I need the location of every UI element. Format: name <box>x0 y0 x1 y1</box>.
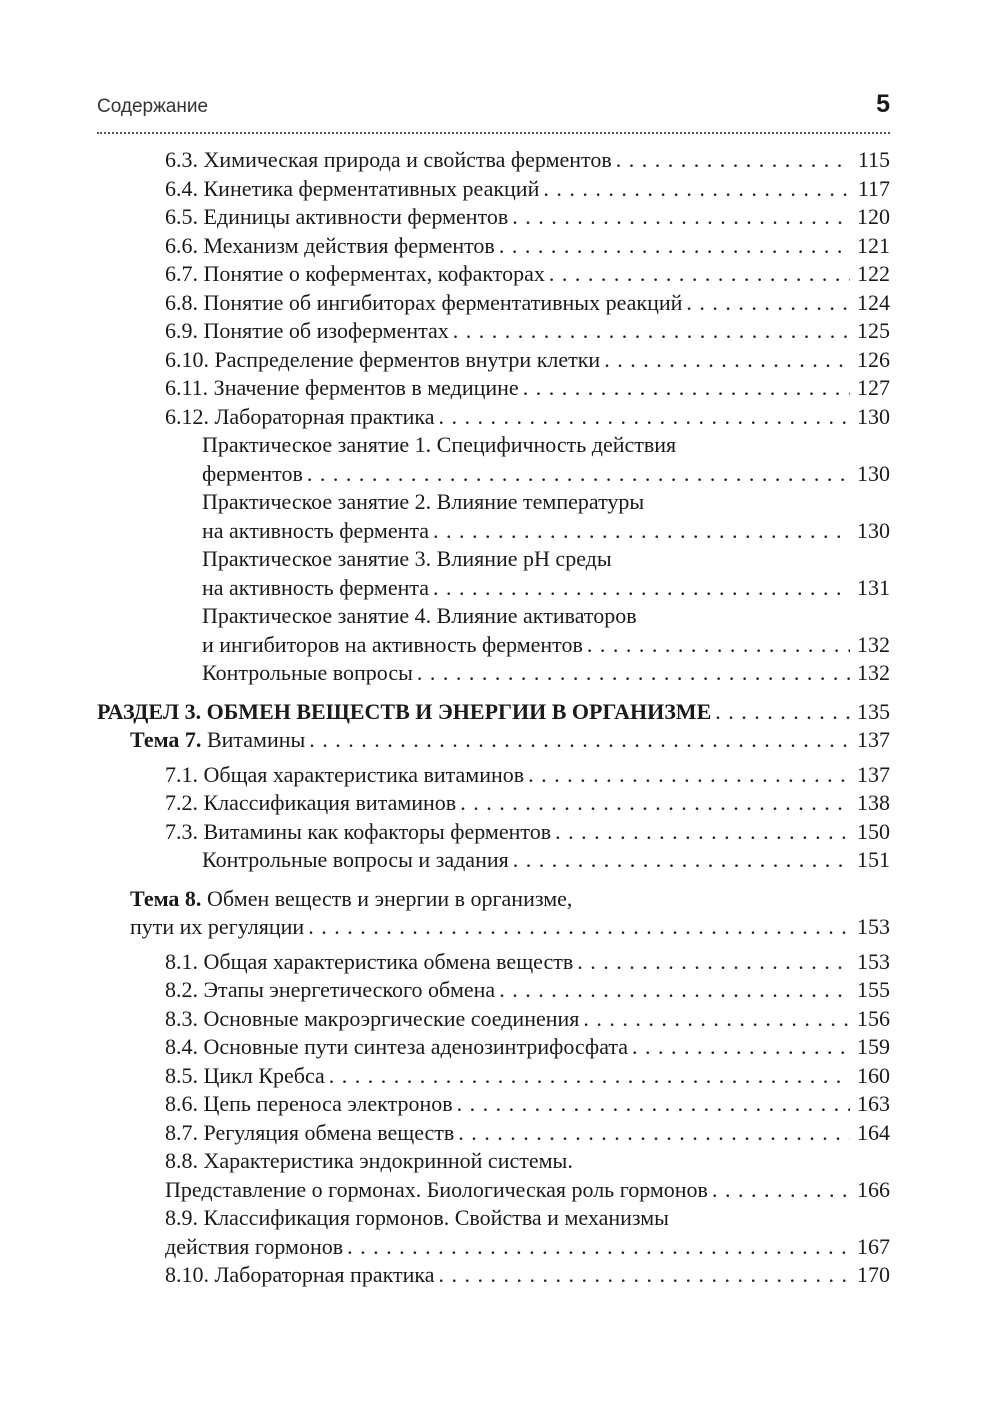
toc-entry[interactable]: Контрольные вопросы и задания . . . 151 <box>97 846 890 875</box>
toc-entry[interactable]: 6.4. Кинетика ферментативных реакций . . . 117 <box>97 175 890 204</box>
toc-entry-line[interactable]: Практическое занятие 3. Влияние pH среды <box>202 546 612 571</box>
toc-entry-line[interactable]: Практическое занятие 4. Влияние активаторов <box>202 603 637 628</box>
toc-entry[interactable]: 7.1. Общая характеристика витаминов . . . 137 <box>97 761 890 790</box>
toc-entry[interactable]: 8.3. Основные макроэргические соединения . . . 156 <box>97 1005 890 1034</box>
toc-entry[interactable]: 6.11. Значение ферментов в медицине . . . 127 <box>97 374 890 403</box>
toc-entry-line[interactable]: Практическое занятие 1. Специфичность действия <box>202 432 677 457</box>
toc-entry[interactable]: 8.4. Основные пути синтеза аденозинтрифосфата . . . 159 <box>97 1033 890 1062</box>
toc-entry[interactable]: Контрольные вопросы . . . 132 <box>97 659 890 688</box>
page-header <box>97 92 890 134</box>
toc-entry-line[interactable]: Практическое занятие 2. Влияние температуры <box>202 489 645 514</box>
toc-entry-line[interactable]: 8.8. Характеристика эндокринной системы. <box>165 1148 573 1173</box>
toc-entry[interactable]: 8.6. Цепь переноса электронов . . . 163 <box>97 1090 890 1119</box>
toc-entry[interactable]: 6.12. Лабораторная практика . . . 130 <box>97 403 890 432</box>
toc-topic-line[interactable]: Тема 8. Обмен веществ и энергии в организме, <box>130 885 573 911</box>
toc-entry[interactable]: действия гормонов . . . 167 <box>97 1233 890 1262</box>
toc-entry[interactable]: Представление о гормонах. Биологическая роль гормонов . . . 166 <box>97 1176 890 1205</box>
toc-entry[interactable]: 7.2. Классификация витаминов . . . 138 <box>97 789 890 818</box>
toc-entry[interactable]: 7.3. Витамины как кофакторы ферментов . . . 150 <box>97 818 890 847</box>
toc-entry-line[interactable]: 8.9. Классификация гормонов. Свойства и механизмы <box>165 1205 669 1230</box>
toc-entry[interactable]: 6.9. Понятие об изоферментах . . . 125 <box>97 317 890 346</box>
running-title: Содержание <box>97 96 209 117</box>
toc-entry[interactable]: 6.5. Единицы активности ферментов . . . 120 <box>97 203 890 232</box>
toc-entry[interactable]: 6.8. Понятие об ингибиторах ферментативных реакций . . . 124 <box>97 289 890 318</box>
page-number: 5 <box>876 90 890 118</box>
toc-entry[interactable]: 8.7. Регуляция обмена веществ . . . 164 <box>97 1119 890 1148</box>
toc-entry[interactable]: на активность фермента . . . 131 <box>97 574 890 603</box>
toc-entry[interactable]: и ингибиторов на активность ферментов . . . 132 <box>97 631 890 660</box>
toc-entry[interactable]: 6.6. Механизм действия ферментов . . . 121 <box>97 232 890 261</box>
toc-section[interactable]: РАЗДЕЛ 3. ОБМЕН ВЕЩЕСТВ И ЭНЕРГИИ В ОРГАНИЗМЕ . . . 135 <box>97 698 890 727</box>
toc-topic[interactable]: пути их регуляции . . . 153 <box>97 913 890 942</box>
toc-topic[interactable]: Тема 7. Витамины . . . 137 <box>97 726 890 755</box>
toc-entry[interactable]: 8.5. Цикл Кребса . . . 160 <box>97 1062 890 1091</box>
toc-entry[interactable]: ферментов . . . 130 <box>97 460 890 489</box>
toc-entry[interactable]: 8.1. Общая характеристика обмена веществ . . . 153 <box>97 948 890 977</box>
table-of-contents <box>97 146 890 1290</box>
toc-entry[interactable]: 6.3. Химическая природа и свойства ферментов . . . 115 <box>97 146 890 175</box>
toc-entry[interactable]: 8.10. Лабораторная практика . . . 170 <box>97 1261 890 1290</box>
toc-entry[interactable]: на активность фермента . . . 130 <box>97 517 890 546</box>
toc-entry[interactable]: 8.2. Этапы энергетического обмена . . . 155 <box>97 976 890 1005</box>
toc-entry[interactable]: 6.10. Распределение ферментов внутри клетки . . . 126 <box>97 346 890 375</box>
toc-entry[interactable]: 6.7. Понятие о коферментах, кофакторах . . . 122 <box>97 260 890 289</box>
